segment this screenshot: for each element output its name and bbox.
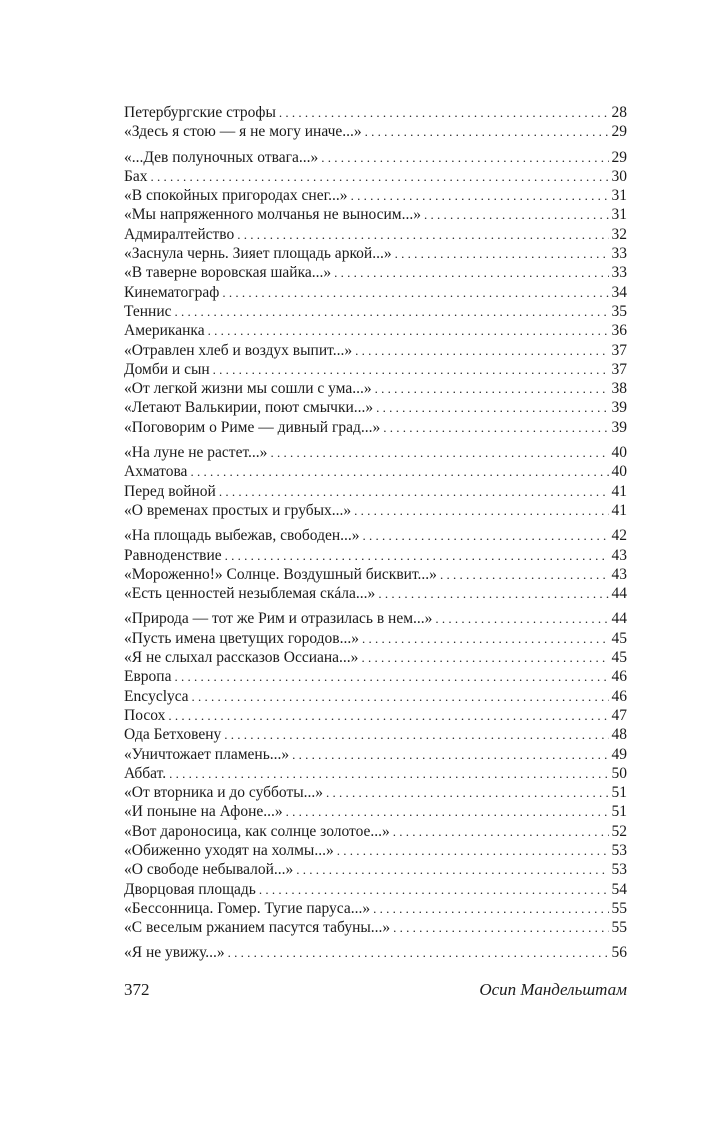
toc-entry	[124, 687, 627, 706]
dot-leader	[192, 687, 609, 706]
page-footer	[124, 980, 627, 1000]
toc-entry-page: 44	[611, 585, 627, 603]
dot-leader	[376, 398, 608, 417]
dot-leader	[237, 225, 608, 244]
toc-entry-title: Перед войной	[124, 482, 216, 500]
toc-entry	[124, 482, 627, 501]
dot-leader	[334, 263, 608, 282]
dot-leader	[361, 648, 608, 667]
dot-leader	[424, 205, 609, 224]
dot-leader	[363, 526, 609, 545]
dot-leader	[393, 918, 608, 937]
toc-entry-page: 33	[611, 264, 627, 282]
toc-entry-title: Encyclyca	[124, 687, 189, 705]
toc-entry-page: 29	[611, 123, 627, 141]
toc-entry-title: Кинематограф	[124, 283, 220, 301]
toc-entry	[124, 526, 627, 545]
running-author: Осип Мандельштам	[479, 980, 627, 999]
toc-entry-page: 31	[611, 206, 627, 224]
toc-entry	[124, 244, 627, 263]
dot-leader	[286, 802, 609, 821]
toc-entry-title: Ахматова	[124, 463, 188, 481]
dot-leader	[383, 418, 608, 437]
dot-leader	[279, 103, 609, 122]
toc-entry-page: 29	[611, 148, 627, 166]
toc-entry	[124, 764, 627, 783]
dot-leader	[168, 706, 608, 725]
toc-entry-title: Европа	[124, 668, 172, 686]
toc-entry-title: «С веселым ржанием пасутся табуны...»	[124, 919, 391, 937]
toc-entry-title: «На луне не растет...»	[124, 444, 268, 462]
toc-entry-page: 55	[611, 899, 627, 917]
toc-entry	[124, 648, 627, 667]
toc-entry-page: 28	[611, 104, 627, 121]
toc-entry-title: Домби и сын	[124, 360, 210, 378]
toc-entry-title: «И поныне на Афоне...»	[124, 803, 283, 821]
toc-entry	[124, 167, 627, 186]
toc-entry	[124, 546, 627, 565]
toc-entry-page: 52	[611, 822, 627, 840]
toc-entry-title: «От легкой жизни мы сошли с ума...»	[124, 380, 372, 398]
toc-entry-page: 31	[611, 187, 627, 205]
toc-entry	[124, 103, 627, 122]
toc-entry-page: 39	[611, 399, 627, 417]
dot-leader	[259, 880, 609, 899]
toc-entry	[124, 667, 627, 686]
dot-leader	[378, 584, 608, 603]
toc-entry-title: «Мороженно!» Солнце. Воздушный бисквит...»	[124, 565, 437, 583]
dot-leader	[337, 841, 609, 860]
toc-entry-page: 49	[611, 745, 627, 763]
toc-entry	[124, 341, 627, 360]
toc-entry-title: «Мы напряженного молчанья не выносим...»	[124, 206, 421, 224]
toc-entry	[124, 943, 627, 962]
toc-entry-title: Ода Бетховену	[124, 726, 222, 744]
toc-entry-title: «О временах простых и грубых...»	[124, 501, 352, 519]
toc-entry-title: «...Дев полуночных отвага...»	[124, 148, 319, 166]
dot-leader	[375, 379, 609, 398]
toc-entry	[124, 283, 627, 302]
toc-entry-page: 37	[611, 360, 627, 378]
dot-leader	[213, 360, 609, 379]
toc-entry-page: 33	[611, 245, 627, 263]
toc-entry	[124, 360, 627, 379]
toc-entry	[124, 609, 627, 628]
toc-entry-page: 40	[611, 444, 627, 462]
dot-leader	[373, 899, 608, 918]
toc-entry-page: 44	[611, 610, 627, 628]
dot-leader	[208, 321, 609, 340]
dot-leader	[326, 783, 608, 802]
toc-entry	[124, 321, 627, 340]
toc-entry-title: «Бессонница. Гомер. Тугие паруса...»	[124, 899, 371, 917]
toc-entry	[124, 706, 627, 725]
toc-entry-title: Посох	[124, 706, 166, 724]
toc-entry-title: Дворцовая площадь	[124, 880, 256, 898]
dot-leader	[169, 764, 608, 783]
toc-entry-page: 53	[611, 861, 627, 879]
toc-entry-title: «Вот дароносица, как солнце золотое...»	[124, 822, 390, 840]
dot-leader	[362, 629, 608, 648]
toc-entry	[124, 302, 627, 321]
toc-entry-title: «На площадь выбежав, свободен...»	[124, 527, 360, 545]
toc-entry-page: 43	[611, 546, 627, 564]
toc-entry	[124, 860, 627, 879]
toc-entry-title: «Летают Валькирии, поют смычки...»	[124, 399, 374, 417]
toc-entry	[124, 501, 627, 520]
toc-entry-title: Петербургские строфы	[124, 104, 276, 121]
dot-leader	[224, 725, 608, 744]
toc-entry-title: «Я не увижу...»	[124, 944, 225, 962]
toc-entry-page: 43	[611, 565, 627, 583]
toc-entry-page: 54	[611, 880, 627, 898]
dot-leader	[174, 667, 608, 686]
table-of-contents	[124, 103, 627, 963]
toc-entry-title: «В таверне воровская шайка...»	[124, 264, 332, 282]
toc-entry-title: Теннис	[124, 302, 172, 320]
toc-entry-title: «О свободе небывалой...»	[124, 861, 294, 879]
toc-entry-page: 35	[611, 302, 627, 320]
toc-entry-page: 34	[611, 283, 627, 301]
dot-leader	[175, 302, 609, 321]
toc-entry	[124, 398, 627, 417]
toc-entry-title: «Здесь я стою — я не могу иначе...»	[124, 123, 362, 141]
toc-entry-title: «Есть ценностей незыблемая скáла...»	[124, 585, 376, 603]
dot-leader	[270, 443, 608, 462]
toc-entry-page: 48	[611, 726, 627, 744]
toc-entry-page: 36	[611, 322, 627, 340]
toc-entry	[124, 462, 627, 481]
toc-entry-page: 39	[611, 418, 627, 436]
dot-leader	[393, 822, 609, 841]
toc-entry-title: Адмиралтейство	[124, 225, 235, 243]
dot-leader	[355, 341, 608, 360]
toc-entry	[124, 379, 627, 398]
toc-entry-title: «Поговорим о Риме — дивный град...»	[124, 418, 381, 436]
toc-entry	[124, 725, 627, 744]
toc-entry-title: «Я не слыхал рассказов Оссиана...»	[124, 649, 359, 667]
toc-entry	[124, 745, 627, 764]
toc-entry-page: 38	[611, 380, 627, 398]
toc-entry	[124, 822, 627, 841]
toc-entry	[124, 584, 627, 603]
dot-leader	[354, 501, 608, 520]
toc-entry	[124, 841, 627, 860]
toc-entry-title: «Природа — тот же Рим и отразилась в нем...»	[124, 610, 433, 628]
toc-entry	[124, 205, 627, 224]
toc-entry-page: 51	[611, 784, 627, 802]
toc-entry-page: 42	[611, 527, 627, 545]
toc-entry-title: Бах	[124, 167, 148, 185]
toc-entry-page: 53	[611, 841, 627, 859]
toc-entry	[124, 629, 627, 648]
toc-entry-page: 46	[611, 687, 627, 705]
toc-entry	[124, 880, 627, 899]
dot-leader	[365, 122, 609, 141]
toc-entry-page: 30	[611, 167, 627, 185]
dot-leader	[292, 745, 608, 764]
toc-entry-page: 40	[611, 463, 627, 481]
dot-leader	[321, 148, 608, 167]
toc-entry-title: «Заснула чернь. Зияет площадь аркой...»	[124, 245, 392, 263]
page-number: 372	[124, 980, 150, 999]
toc-entry	[124, 783, 627, 802]
toc-entry-title: Американка	[124, 322, 205, 340]
toc-entry-title: «Уничтожает пламень...»	[124, 745, 290, 763]
toc-entry-page: 55	[611, 919, 627, 937]
toc-entry-title: «Пусть имена цветущих городов...»	[124, 629, 360, 647]
toc-entry	[124, 418, 627, 437]
dot-leader	[296, 860, 608, 879]
toc-entry-page: 51	[611, 803, 627, 821]
toc-entry-title: Равноденствие	[124, 546, 222, 564]
toc-entry	[124, 225, 627, 244]
toc-entry-page: 41	[611, 501, 627, 519]
toc-entry-title: «Обиженно уходят на холмы...»	[124, 841, 334, 859]
toc-entry	[124, 565, 627, 584]
dot-leader	[228, 943, 609, 962]
dot-leader	[151, 167, 609, 186]
toc-entry-page: 46	[611, 668, 627, 686]
toc-entry	[124, 263, 627, 282]
toc-entry-title: «От вторника и до субботы...»	[124, 784, 324, 802]
dot-leader	[395, 244, 609, 263]
toc-entry-page: 47	[611, 706, 627, 724]
dot-leader	[435, 609, 608, 628]
toc-entry	[124, 918, 627, 937]
toc-entry	[124, 443, 627, 462]
toc-entry-page: 56	[611, 944, 627, 962]
toc-entry-page: 41	[611, 482, 627, 500]
toc-entry	[124, 122, 627, 141]
dot-leader	[222, 283, 608, 302]
toc-entry	[124, 148, 627, 167]
dot-leader	[225, 546, 609, 565]
toc-entry	[124, 899, 627, 918]
dot-leader	[190, 462, 608, 481]
toc-entry-page: 45	[611, 649, 627, 667]
toc-entry-title: «Отравлен хлеб и воздух выпит...»	[124, 341, 353, 359]
dot-leader	[351, 186, 609, 205]
toc-entry-page: 50	[611, 764, 627, 782]
toc-entry	[124, 186, 627, 205]
dot-leader	[219, 482, 609, 501]
toc-entry	[124, 802, 627, 821]
toc-entry-page: 37	[611, 341, 627, 359]
toc-entry-page: 45	[611, 629, 627, 647]
dot-leader	[440, 565, 609, 584]
toc-entry-page: 32	[611, 225, 627, 243]
toc-entry-title: «В спокойных пригородах снег...»	[124, 187, 348, 205]
toc-entry-title: Аббат.	[124, 764, 167, 782]
